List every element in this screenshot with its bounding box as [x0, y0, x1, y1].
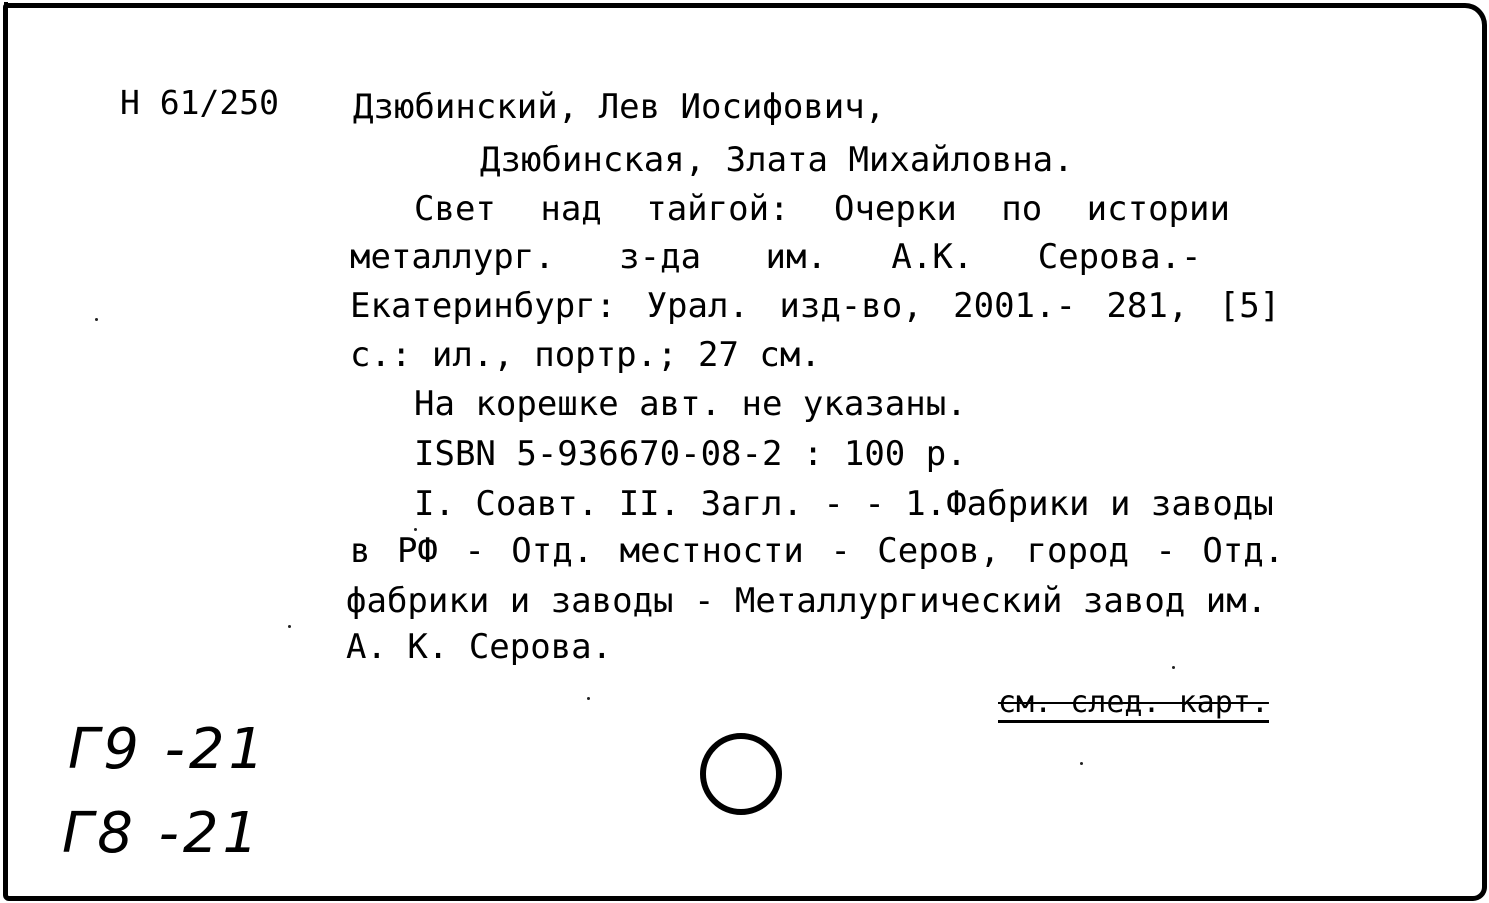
speck-mark [1080, 762, 1083, 765]
title-line-1: Свет над тайгой: Очерки по истории [414, 189, 1230, 229]
punch-hole [700, 733, 782, 815]
title-line-2: металлург. з-да им. А.К. Серова.- [350, 237, 1202, 277]
handwritten-code-1: Г9 -21 [68, 717, 269, 782]
tracings-line-3: фабрики и заводы - Металлургический завод им. [346, 581, 1268, 621]
speck-mark [95, 318, 98, 321]
speck-mark [1172, 666, 1175, 669]
continuation-note: см. след. карт. [998, 688, 1269, 723]
author-primary: Дзюбинский, Лев Иосифович, [353, 87, 886, 127]
isbn-line: ISBN 5-936670-08-2 : 100 р. [414, 434, 967, 474]
tracings-line-4: А. К. Серова. [346, 627, 613, 667]
note-line: На корешке авт. не указаны. [414, 384, 967, 424]
speck-mark [288, 625, 291, 628]
call-number: Н 61/250 [120, 83, 279, 122]
speck-mark [587, 697, 590, 700]
tracings-line-2: в РФ - Отд. местности - Серов, город - Отд. [350, 531, 1285, 571]
tracings-line-1: I. Соавт. II. Загл. - - 1.Фабрики и заводы [414, 484, 1274, 524]
speck-mark [414, 528, 417, 531]
imprint-line: Екатеринбург: Урал. изд-во, 2001.- 281, [5] [350, 286, 1281, 326]
handwritten-code-2: Г8 -21 [62, 801, 263, 866]
physical-description: с.: ил., портр.; 27 см. [350, 335, 821, 375]
author-secondary: Дзюбинская, Злата Михайловна. [480, 140, 1074, 180]
corner-mark [4, 2, 8, 32]
